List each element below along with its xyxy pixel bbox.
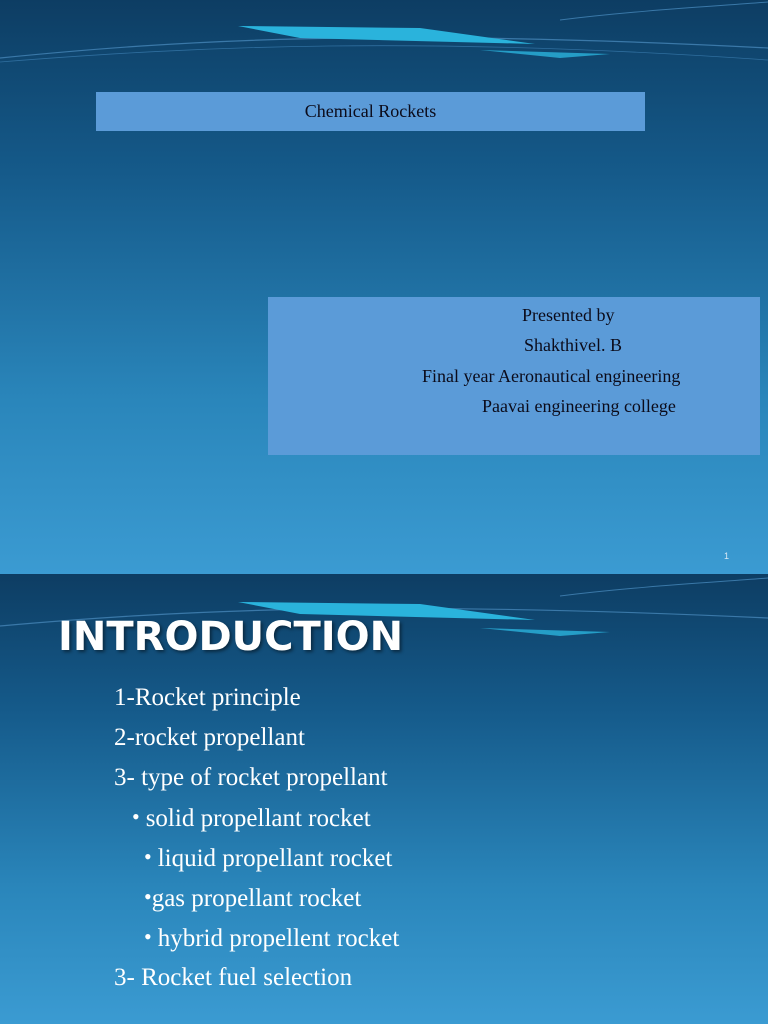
presenter-name: Shakthivel. B — [524, 335, 622, 355]
slide-title: Chemical Rockets — [304, 101, 437, 121]
list-item — [114, 964, 352, 992]
bullet-icon: • — [144, 884, 152, 909]
header-swoosh-decoration — [0, 0, 768, 80]
presenter-info-box — [268, 297, 760, 455]
intro-heading: INTRODUCTION — [58, 614, 404, 660]
presenter-college: Paavai engineering college — [482, 396, 676, 416]
list-item-text: 1-Rocket principle — [114, 684, 301, 711]
bullet-icon: • — [132, 804, 140, 829]
list-item-text: gas propellant rocket — [151, 885, 362, 912]
presenter-department: Final year Aeronautical engineering — [422, 366, 681, 386]
list-item-text: 3- Rocket fuel selection — [114, 964, 353, 991]
slide-2 — [0, 574, 768, 1024]
bullet-icon: • — [144, 844, 152, 869]
sub-list-item — [132, 804, 371, 833]
list-item-text: 3- type of rocket propellant — [114, 764, 388, 791]
sub-list-item — [144, 844, 392, 873]
list-item-text: solid propellant rocket — [145, 805, 371, 832]
page-number: 1 — [724, 551, 730, 561]
presented-by-label: Presented by — [522, 305, 615, 325]
list-item-text: hybrid propellent rocket — [157, 925, 400, 952]
list-item-text: liquid propellant rocket — [157, 845, 393, 872]
sub-list-item — [144, 924, 399, 953]
list-item-text: 2-rocket propellant — [114, 724, 305, 751]
bullet-icon: • — [144, 924, 152, 949]
list-item — [114, 764, 388, 792]
sub-list-item — [144, 884, 361, 913]
list-item — [114, 724, 305, 752]
slide-title-box — [96, 92, 645, 131]
list-item — [114, 684, 301, 712]
